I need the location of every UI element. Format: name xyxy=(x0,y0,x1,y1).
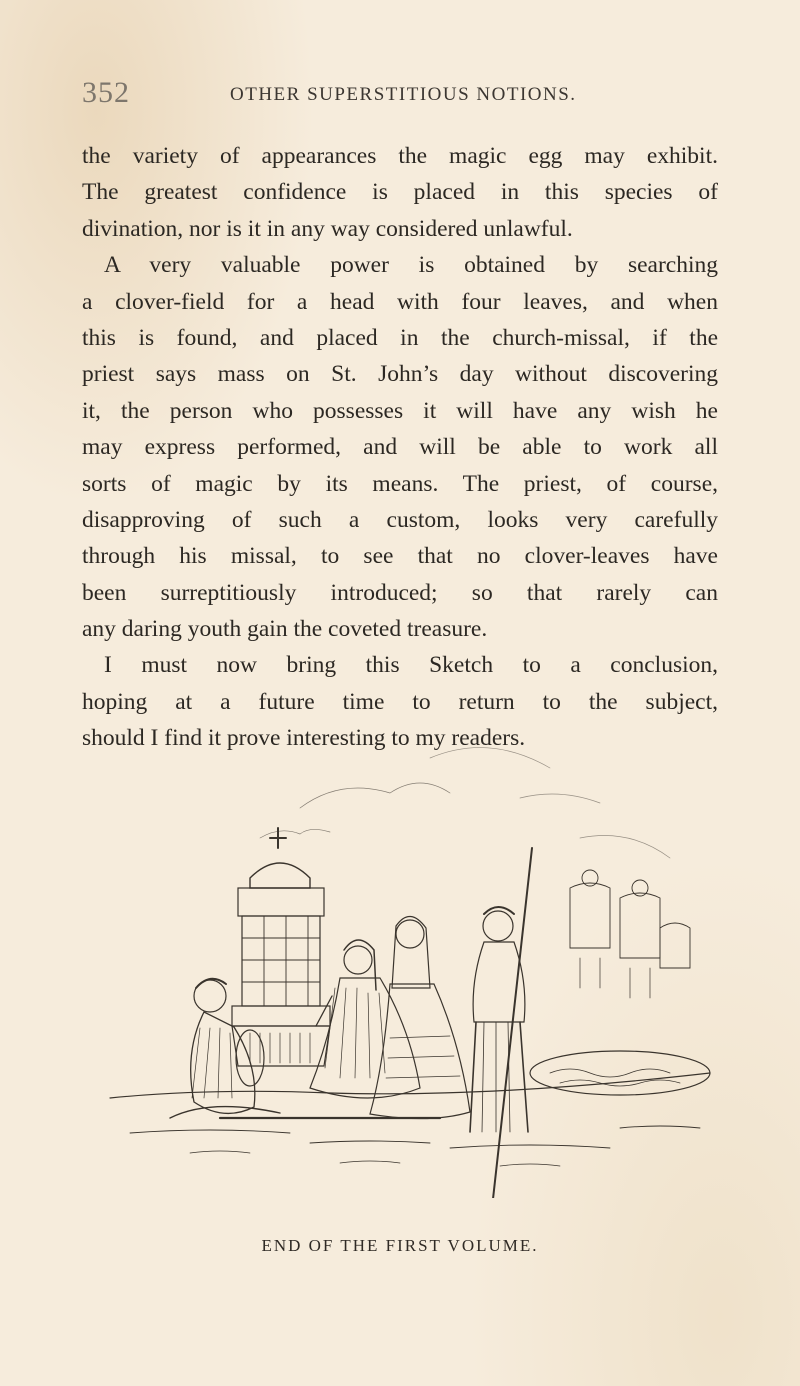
engraving-pilgrims-at-holy-well-icon xyxy=(100,738,720,1198)
text-line: should I find it prove interesting to my readers. xyxy=(82,725,526,752)
text-line: it, the person who possesses it will have any wish he xyxy=(82,397,718,424)
text-line: may express performed, and will be able to work all xyxy=(82,434,718,461)
engraving-svg xyxy=(100,738,720,1198)
text-line: through his missal, to see that no clover-leaves have xyxy=(82,543,718,570)
text-line: A very valuable power is obtained by searching xyxy=(104,252,718,279)
text-line: The greatest confidence is placed in this species of xyxy=(82,179,718,206)
text-line: sorts of magic by its means. The priest, of course, xyxy=(82,470,718,497)
text-line: been surreptitiously introduced; so that rarely can xyxy=(82,579,718,606)
text-line: hoping at a future time to return to the subject, xyxy=(82,688,718,715)
text-line: I must now bring this Sketch to a conclusion, xyxy=(104,652,718,679)
text-line: the variety of appearances the magic egg may exhibit. xyxy=(82,143,718,169)
text-line: disapproving of such a custom, looks very carefully xyxy=(82,506,718,533)
body-text xyxy=(82,138,718,757)
text-line: this is found, and placed in the church-missal, if the xyxy=(82,324,718,351)
text-line: a clover-field for a head with four leaves, and when xyxy=(82,288,718,315)
running-head-title: OTHER SUPERSTITIOUS NOTIONS. xyxy=(230,84,577,105)
end-of-volume-note: END OF THE FIRST VOLUME. xyxy=(261,1236,539,1255)
running-head xyxy=(82,76,712,114)
page-number: 352 xyxy=(82,76,130,109)
text-line: divination, nor is it in any way considered unlawful. xyxy=(82,215,573,242)
text-line: priest says mass on St. John’s day without discovering xyxy=(82,361,718,388)
text-line: any daring youth gain the coveted treasure. xyxy=(82,616,488,643)
